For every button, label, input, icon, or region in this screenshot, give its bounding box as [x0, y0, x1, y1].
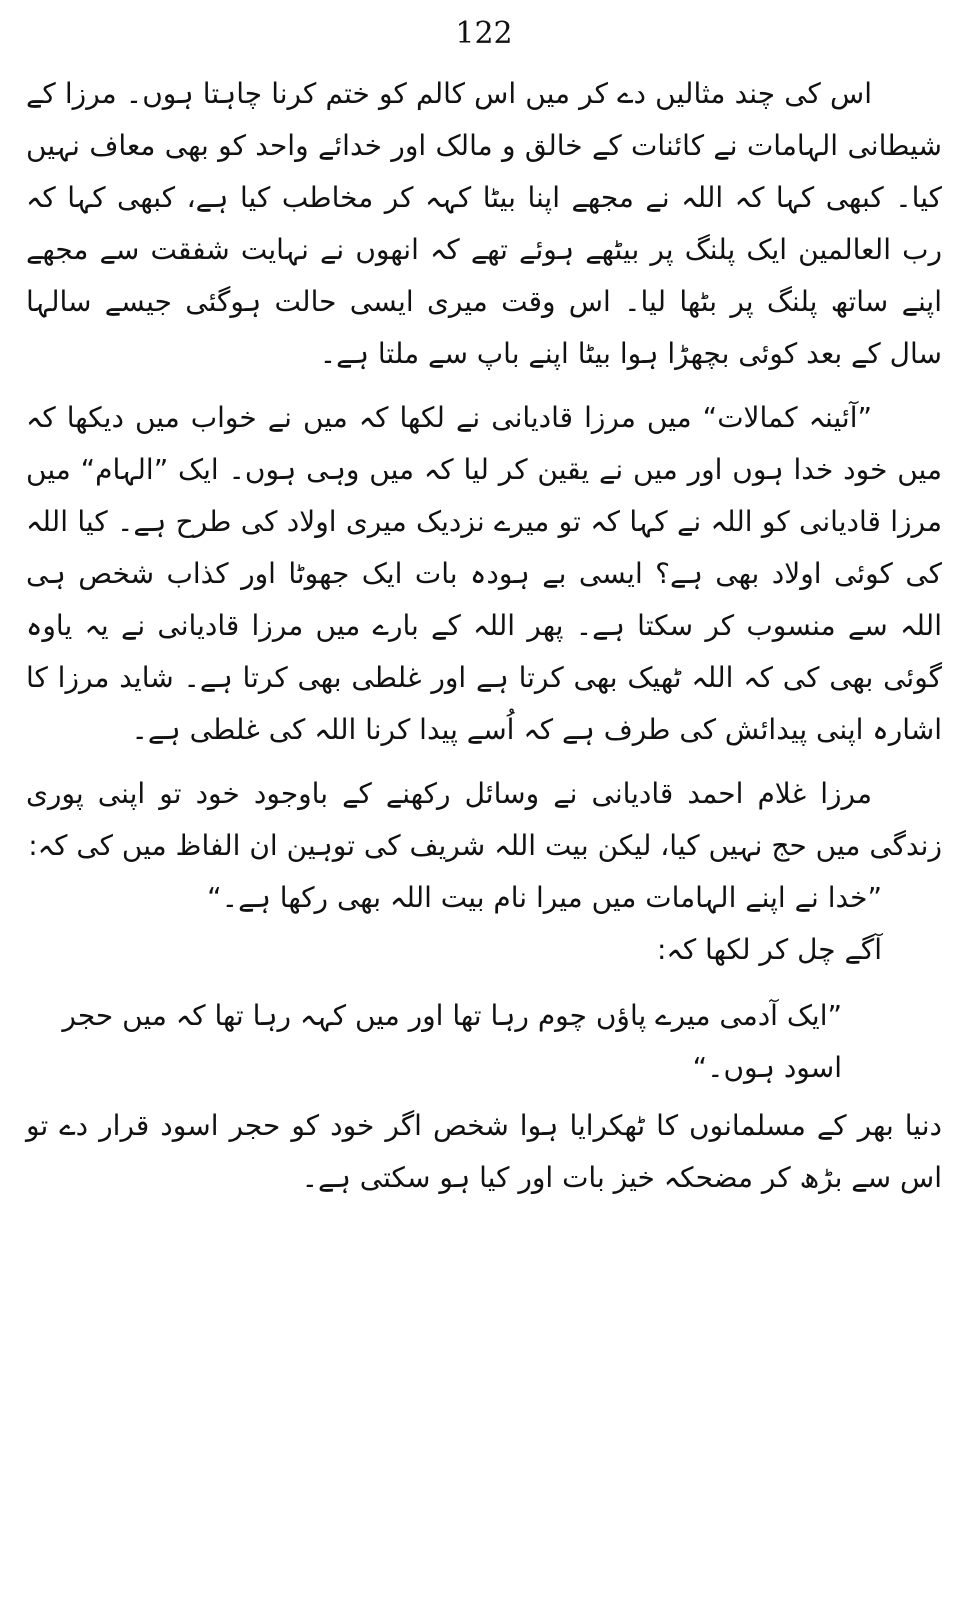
paragraph-1: اس کی چند مثالیں دے کر میں اس کالم کو ختم کرنا چاہتا ہوں۔ مرزا کے شیطانی الہامات نے کائنات کے خالق و مالک اور خدائے واحد کو بھی معاف نہیں کیا۔ کبھی کہا کہ اللہ نے مجھے اپنا بیٹا کہہ کر مخاطب کیا ہے، کبھی کہا کہ رب العالمین ایک پلنگ پر بیٹھے ہوئے تھے کہ انھوں نے نہایت شفقت سے مجھے اپنے ساتھ پلنگ پر بٹھا لیا۔ اس وقت میری ایسی حالت ہوگئی جیسے سالہا سال کے بعد کوئی بچھڑا ہوا بیٹا اپنے باپ سے ملتا ہے۔ [26, 77, 942, 370]
paragraph-3: مرزا غلام احمد قادیانی نے وسائل رکھنے کے باوجود خود تو اپنی پوری زندگی میں حج نہیں کیا، لیکن بیت اللہ شریف کی توہین ان الفاظ میں کی کہ: [26, 777, 942, 862]
page-number: 122 [455, 16, 513, 51]
paragraph-5: دنیا بھر کے مسلمانوں کا ٹھکرایا ہوا شخص اگر خود کو حجر اسود قرار دے تو اس سے بڑھ کر مضحکہ خیز بات اور کیا ہو سکتی ہے۔ [26, 1109, 942, 1194]
quote-1: ”خدا نے اپنے الہامات میں میرا نام بیت اللہ بھی رکھا ہے۔“ [207, 881, 882, 914]
paragraph-2: ”آئینہ کمالات“ میں مرزا قادیانی نے لکھا کہ میں نے خواب میں دیکھا کہ میں خود خدا ہوں اور میں نے یقین کر لیا کہ میں وہی ہوں۔ ایک ”الہام“ میں مرزا قادیانی کو اللہ نے کہا کہ تو میرے نزدیک میری اولاد کی طرح ہے۔ کیا اللہ کی کوئی اولاد بھی ہے؟ ایسی بے ہودہ بات ایک جھوٹا اور کذاب شخص ہی اللہ سے منسوب کر سکتا ہے۔ پھر اللہ کے بارے میں مرزا قادیانی نے یہ یاوہ گوئی بھی کی کہ اللہ ٹھیک بھی کرتا ہے اور غلطی بھی کرتا ہے۔ شاید مرزا کا اشارہ اپنی پیدائش کی طرف ہے کہ اُسے پیدا کرنا اللہ کی غلطی ہے۔ [26, 401, 942, 746]
quote-2: ”ایک آدمی میرے پاؤں چوم رہا تھا اور میں کہہ رہا تھا کہ میں حجر اسود ہوں۔“ [62, 999, 842, 1084]
paragraph-4: آگے چل کر لکھا کہ: [656, 933, 882, 966]
